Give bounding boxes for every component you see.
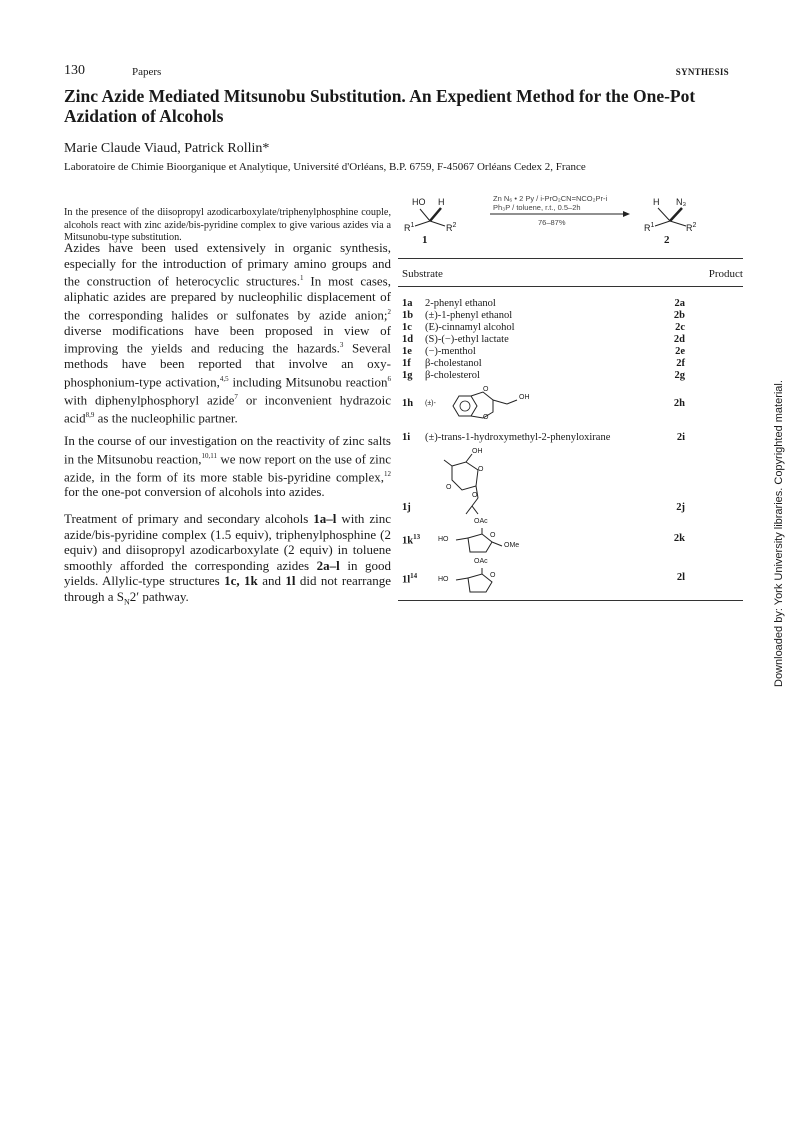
table-row: 1c (E)-cinnamyl alcohol 2c [402, 322, 685, 333]
table-header-substrate: Substrate [402, 268, 443, 280]
table-row: 1i (±)-trans-1-hydroxymethyl-2-phenyloxirane 2i [402, 432, 685, 443]
table-row: 1h 2h [402, 398, 685, 409]
download-watermark: Downloaded by: York University libraries. Copyrighted material. [773, 380, 785, 687]
table-row: $1l^{14}$ 2l [402, 572, 685, 586]
table-row: 1e (−)-menthol 2e [402, 346, 685, 357]
page-number: 130 [64, 63, 85, 78]
author-affiliation: Laboratoire de Chimie Bioorganique et Analytique, Université d'Orléans, B.P. 6759, F-45067 Orléans Cedex 2, France [64, 161, 586, 173]
body-paragraph-2: In the course of our investigation on the reactivity of zinc salts in the Mitsunobu reaction,$^{10,11}$ we now report on the use of zinc azide, in the form of its more stable bis-pyridine complex,$^{12}$ for the one-pot conversion of alcohols into azides. [64, 433, 392, 500]
structure-1h: (±)- O O OH [425, 386, 530, 421]
table-row: $1k^{13}$ 2k [402, 533, 685, 547]
product-azide-group: N₃ [676, 197, 687, 207]
article-authors: Marie Claude Viaud, Patrick Rollin* [64, 141, 270, 156]
table-top-rule [398, 258, 743, 259]
table-row: 1a 2-phenyl ethanol 2a [402, 298, 685, 309]
table-bottom-rule [398, 600, 743, 601]
table-row: 1f β-cholestanol 2f [402, 358, 685, 369]
table-row: 1g β-cholesterol 2g [402, 370, 685, 381]
reactant-hydroxyl: HO [412, 197, 426, 207]
product-hydrogen: H [653, 197, 660, 207]
reaction-yield: 76–87% [538, 218, 566, 227]
body-paragraph-3: Treatment of primary and secondary alcohols 1a–l with zinc azide/bis-pyridine complex (1.5 equiv), triphenylphosphine (2 equiv) and diisopropyl azodicarboxylate (2 equiv) in toluene smoothly afforded the corresponding azides 2a–l in good yields. Allylic-type structures 1c, 1k and 1l did not rearrange through a $S_N2'$ pathway. [64, 511, 391, 607]
product-number: 2 [664, 234, 670, 246]
table-row: 1b (±)-1-phenyl ethanol 2b [402, 310, 685, 321]
reaction-scheme [398, 190, 743, 250]
abstract: In the presence of the diisopropyl azodicarboxylate/triphenylphosphine couple, alcohols react with zinc azide/bis-pyridine complex to give various azides via a Mitsunobu-type substitution. [64, 207, 391, 243]
structure-1j: OH O O O [438, 448, 508, 520]
article-title: Zinc Azide Mediated Mitsunobu Substitution. An Expedient Method for the One-Pot Azidation of Alcohols [64, 86, 696, 126]
reactant-hydrogen: H [438, 197, 445, 207]
product-r2: $R^2$ [686, 222, 697, 233]
reagents-line-1: Zn N₆ • 2 Py / i-PrO₂CN=NCO₂Pr-i [493, 194, 608, 203]
table-row: 1d (S)-(−)-ethyl lactate 2d [402, 334, 685, 345]
structure-1l: OAc HO O [438, 564, 538, 598]
structure-1k: OAc HO O OMe [438, 524, 538, 558]
reactant-r2: $R^2$ [446, 222, 457, 233]
journal-name: SYNTHESIS [675, 67, 729, 77]
reactant-number: 1 [422, 234, 428, 246]
section-label: Papers [132, 66, 162, 78]
body-paragraph-1: Azides have been used extensively in organic synthesis, especially for the introduction of primary amino groups and the construction of heterocyclic structures.$^1$ In most cases, aliphatic azides are prepared by nucleophilic displacement of the corresponding halides or sulfonates by azide anion;$^2$ diverse modifications have been proposed in view of improving the yields and reducing the hazards.$^3$ Several methods have been reported that involve an oxy-phosphonium-type activation,$^{4,5}$ including Mitsunobu reaction$^6$ with diphenylphosphoryl azide$^7$ or inconvenient hydrazoic acid$^{8,9}$ as the nucleophilic partner. [64, 240, 391, 425]
reagents-line-2: Ph₃P / toluene, r.t., 0.5–2h [493, 203, 581, 212]
reactant-r1: $R^1$ [404, 222, 415, 233]
table-row: 1j 2j [402, 502, 685, 513]
table-header-rule [398, 286, 743, 287]
table-header-product: Product [708, 268, 743, 280]
product-r1: $R^1$ [644, 222, 655, 233]
